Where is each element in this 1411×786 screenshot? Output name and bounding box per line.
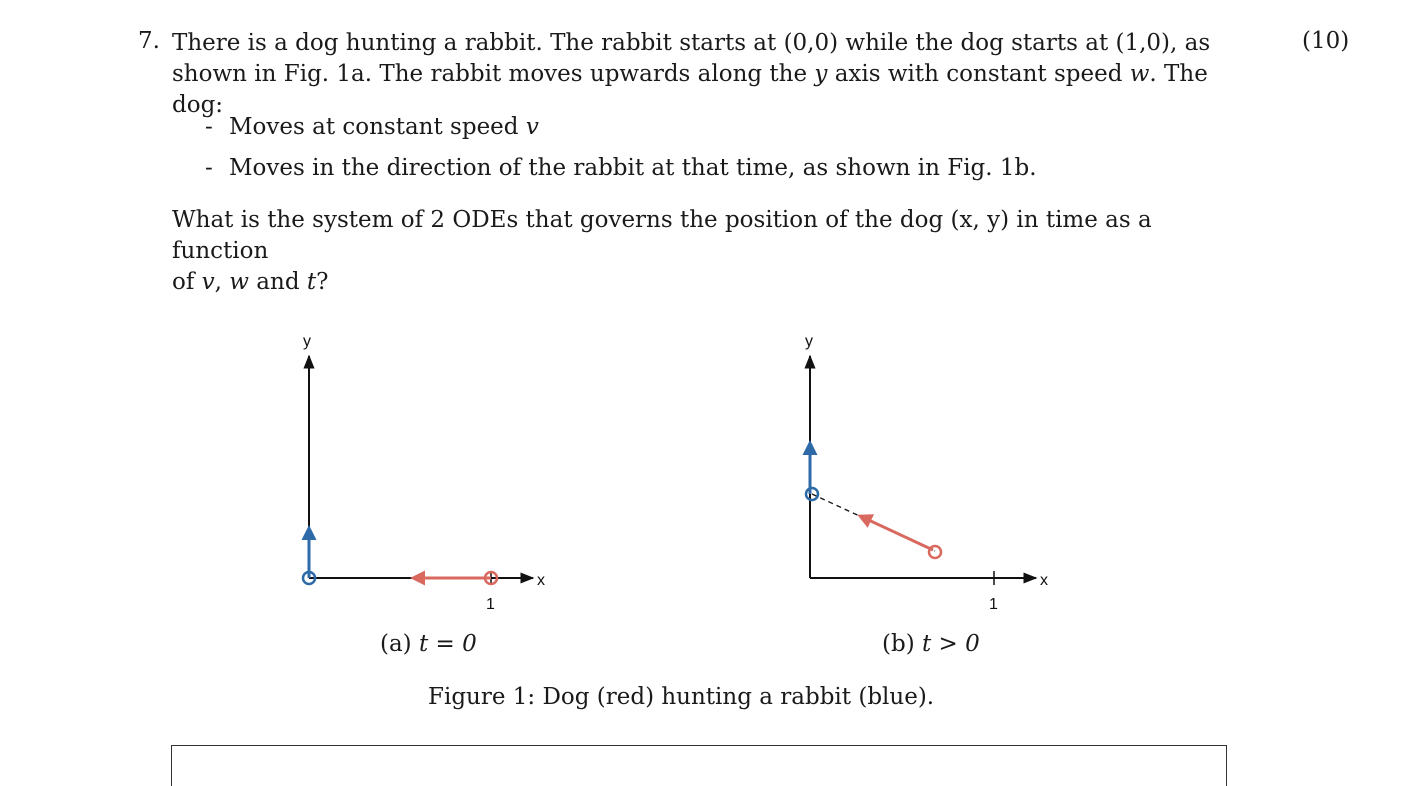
panel-b-dog-marker [929,546,941,558]
intro-line-2a: shown in Fig. 1a. The rabbit moves upwards along the [172,61,815,87]
panel-b-x-label: x [1040,572,1048,589]
panel-b-tick-label: 1 [989,596,998,613]
bullet-text: Moves at constant speed [229,114,526,140]
bullet-dash: - [205,114,213,140]
intro-line-1: There is a dog hunting a rabbit. The rabbit starts at (0,0) while the dog starts at (1,0), as [172,30,1211,56]
intro-line-2b: axis with constant speed [827,61,1130,87]
subcaption-b-prefix: (b) [882,631,922,657]
panel-a-x-label: x [537,572,545,589]
panel-a-y-label: y [303,333,311,350]
intro-var-w: w [1129,61,1150,87]
prompt-sep-2: and [248,269,307,295]
panel-b-dog-velocity-arrow [860,516,933,550]
prompt-end: ? [316,269,329,295]
question-marks: (10) [1302,28,1350,54]
subcaption-a-math: t = 0 [418,631,477,657]
bullet-var-v: v [525,114,539,140]
prompt-var-t: t [306,269,317,295]
subcaption-a [380,631,477,657]
question-number: 7. [138,28,160,54]
panel-a [303,333,545,613]
figure-caption: Figure 1: Dog (red) hunting a rabbit (blue). [428,684,935,710]
bullet-dash: - [205,155,213,181]
subcaption-b-math: t > 0 [921,631,980,657]
panel-a-tick-label: 1 [486,596,495,613]
prompt-line-1: What is the system of 2 ODEs that governs the position of the dog (x, y) in time as a function [172,207,1152,264]
answer-box[interactable] [171,745,1227,786]
prompt-var-v: v [201,269,215,295]
prompt-sep-1: , [214,269,230,295]
prompt-line-2a: of [172,269,202,295]
intro-var-y: y [814,61,828,87]
panel-b [805,333,1048,613]
panel-b-y-label: y [805,333,813,350]
bullet-text: Moves in the direction of the rabbit at that time, as shown in Fig. 1b. [229,155,1037,181]
intro-line-2c: . The dog: [172,61,1208,118]
prompt-var-w: w [229,269,249,295]
subcaption-b [882,631,980,657]
subcaption-a-prefix: (a) [380,631,419,657]
